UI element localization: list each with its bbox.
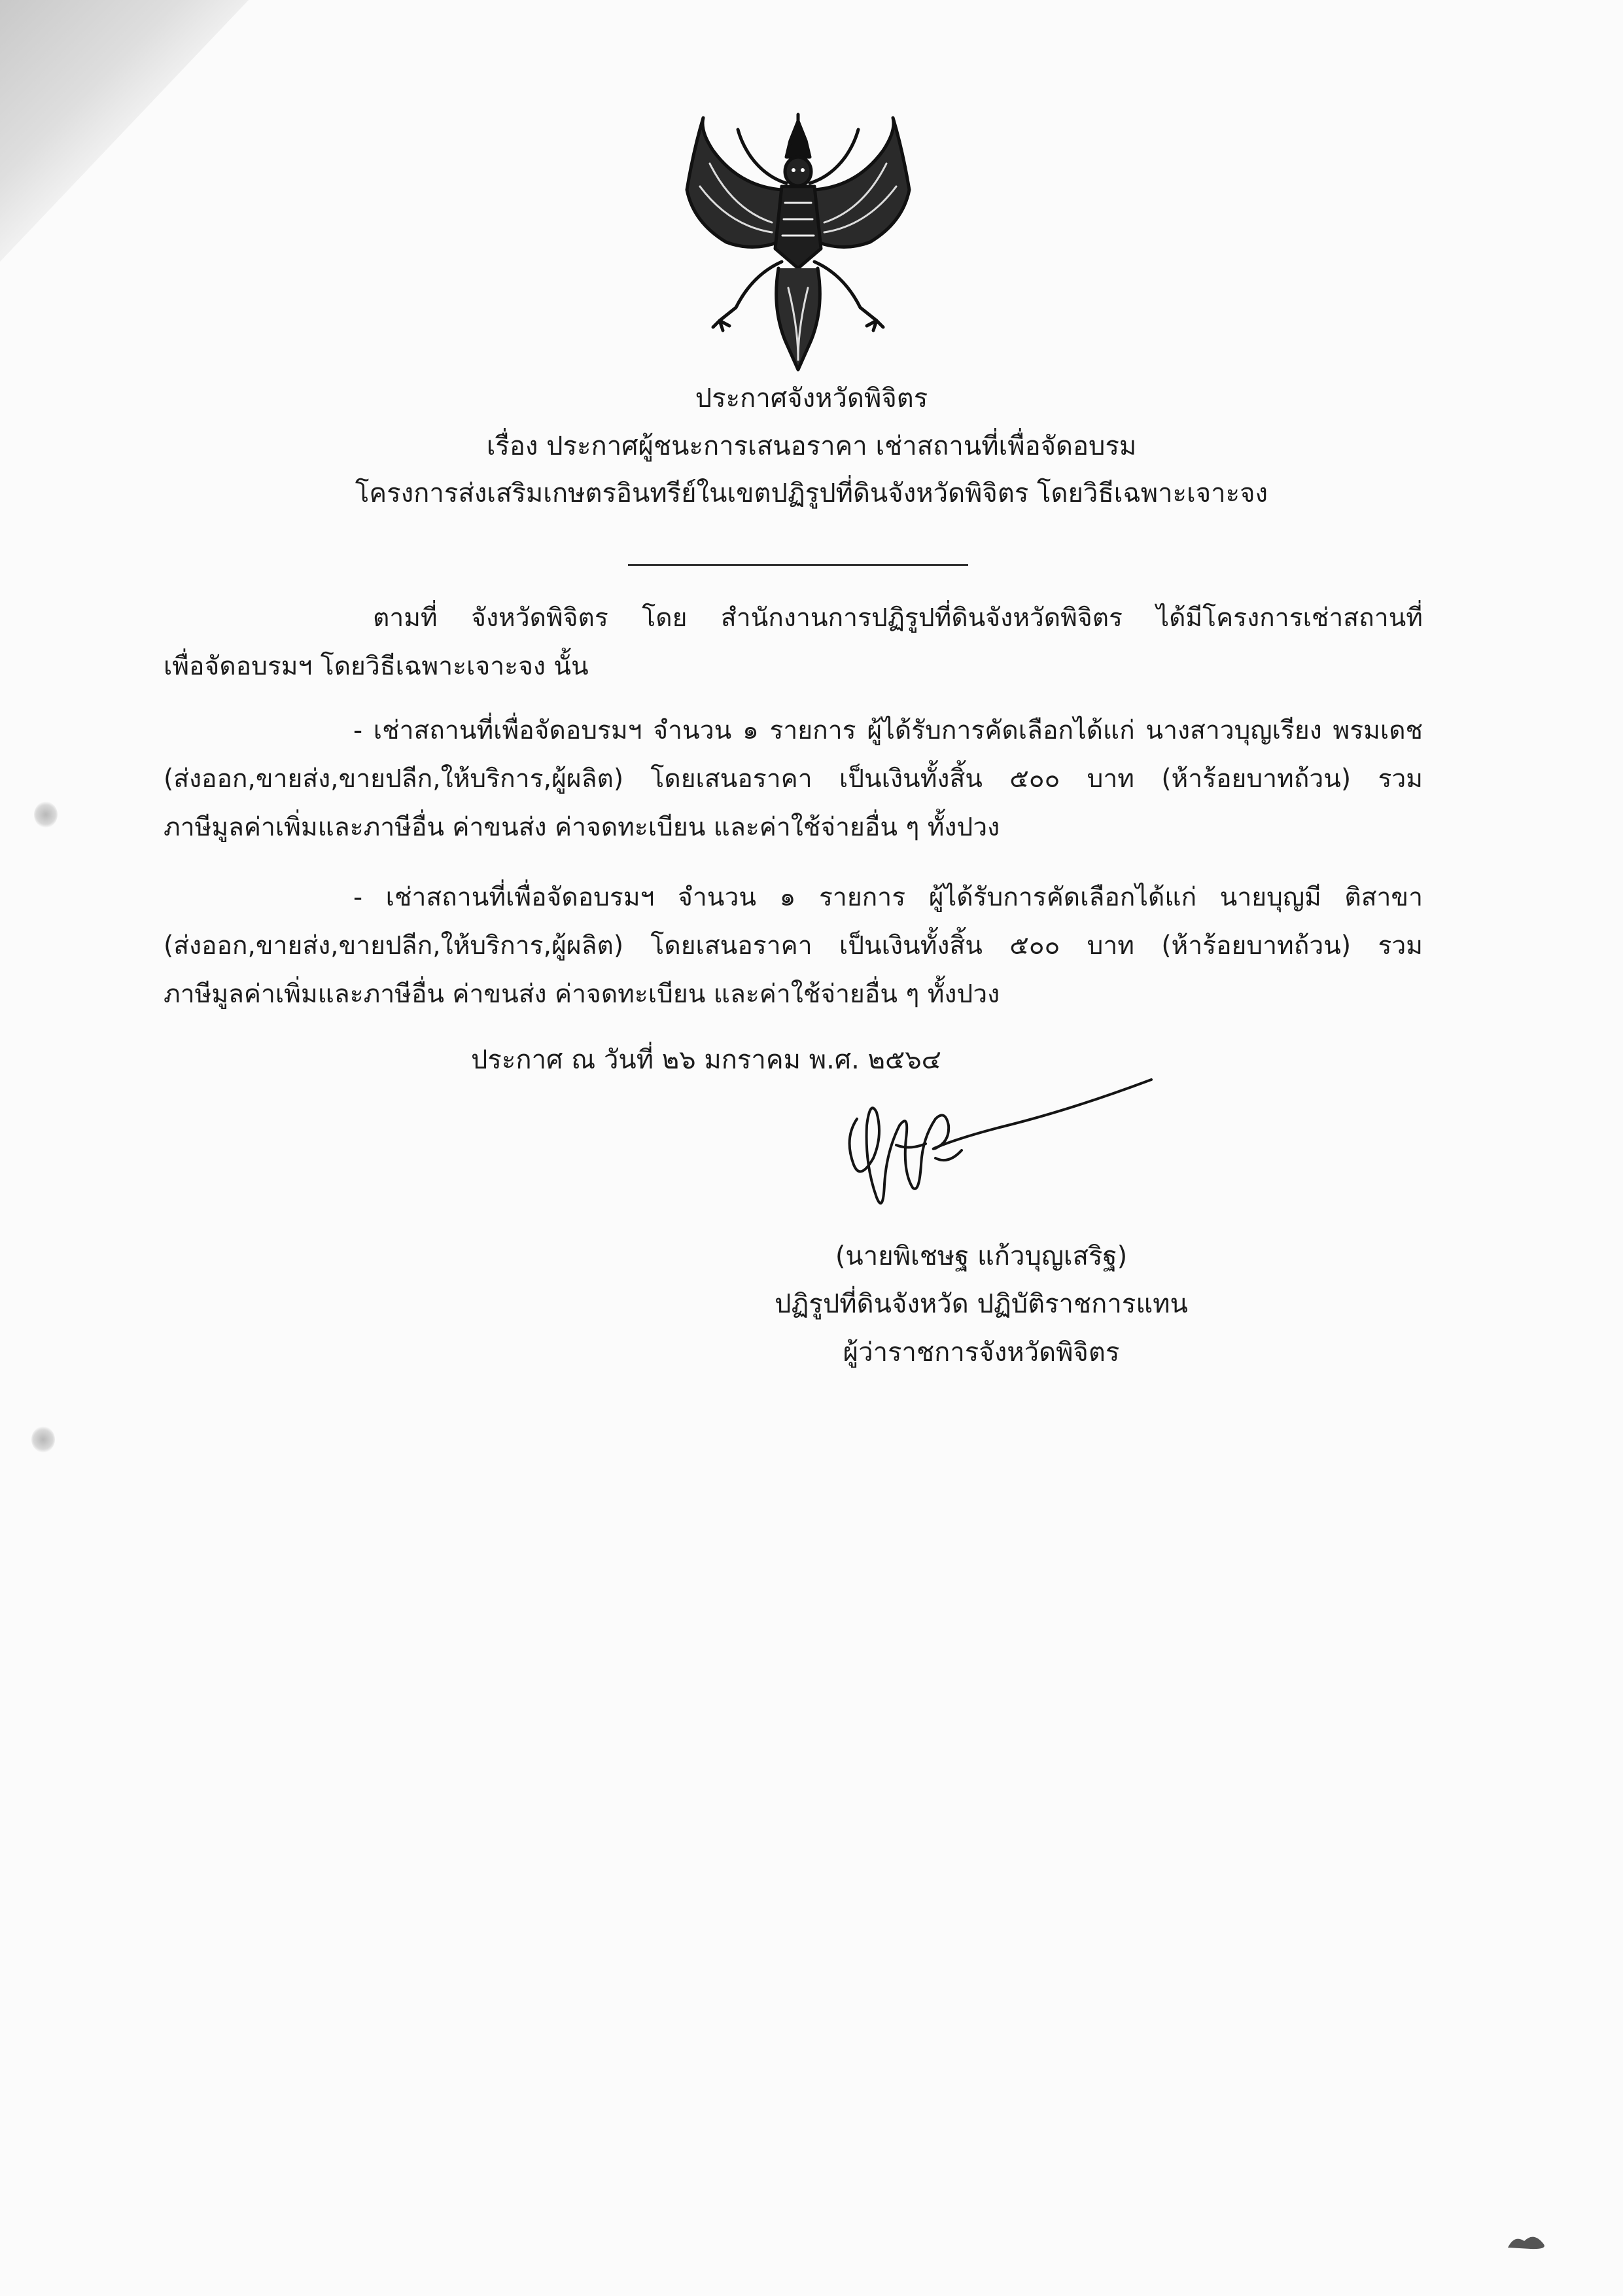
item1-line-2: (ส่งออก,ขายส่ง,ขายปลีก,ให้บริการ,ผู้ผลิต) โดยเสนอราคา เป็นเงินทั้งสิ้น ๕๐๐ บาท (ห้าร้อยบาทถ้วน) รวม [164,764,1423,794]
item2-line-1: - เช่าสถานที่เพื่อจัดอบรมฯ จำนวน ๑ รายการ ผู้ได้รับการคัดเลือกได้แก่ นายบุญมี ติสาขา [353,883,1423,912]
ink-smudge [1505,2231,1550,2251]
punch-hole-mark [31,1426,55,1453]
header-divider [628,564,968,566]
winner-item-1 [164,707,1423,852]
announcement-title: ประกาศจังหวัดพิจิตร [695,383,928,414]
item1-line-3: ภาษีมูลค่าเพิ่มและภาษีอื่น ค่าขนส่ง ค่าจดทะเบียน และค่าใช้จ่ายอื่น ๆ ทั้งปวง [164,813,1000,842]
item2-line-2: (ส่งออก,ขายส่ง,ขายปลีก,ให้บริการ,ผู้ผลิต) โดยเสนอราคา เป็นเงินทั้งสิ้น ๕๐๐ บาท (ห้าร้อยบาทถ้วน) รวม [164,931,1423,961]
punch-hole-mark [34,802,58,828]
intro-line-2: เพื่อจัดอบรมฯ โดยวิธีเฉพาะเจาะจง นั้น [164,652,589,681]
garuda-emblem-icon [674,111,922,373]
handwritten-signature [837,1073,1178,1224]
intro-paragraph [164,594,1423,691]
signer-office: ผู้ว่าราชการจังหวัดพิจิตร [843,1337,1120,1368]
winner-item-2 [164,874,1423,1019]
announcement-date: ประกาศ ณ วันที่ ๒๖ มกราคม พ.ศ. ๒๕๖๔ [471,1045,941,1075]
announcement-subject: เรื่อง ประกาศผู้ชนะการเสนอราคา เช่าสถานที่เพื่อจัดอบรม [486,431,1137,461]
item1-line-1: - เช่าสถานที่เพื่อจัดอบรมฯ จำนวน ๑ รายการ ผู้ได้รับการคัดเลือกได้แก่ นางสาวบุญเรียง พรมเดช [353,716,1423,745]
item2-line-3: ภาษีมูลค่าเพิ่มและภาษีอื่น ค่าขนส่ง ค่าจดทะเบียน และค่าใช้จ่ายอื่น ๆ ทั้งปวง [164,980,1000,1009]
signer-name: (นายพิเชษฐ แก้วบุญเสริฐ) [835,1241,1128,1271]
intro-line-1: ตามที่ จังหวัดพิจิตร โดย สำนักงานการปฏิรูปที่ดินจังหวัดพิจิตร ได้มีโครงการเช่าสถานที่ [373,603,1423,633]
scan-shadow-corner [0,0,249,262]
project-name: โครงการส่งเสริมเกษตรอินทรีย์ในเขตปฏิรูปที่ดินจังหวัดพิจิตร โดยวิธีเฉพาะเจาะจง [355,478,1268,508]
signer-position: ปฏิรูปที่ดินจังหวัด ปฏิบัติราชการแทน [775,1289,1188,1319]
